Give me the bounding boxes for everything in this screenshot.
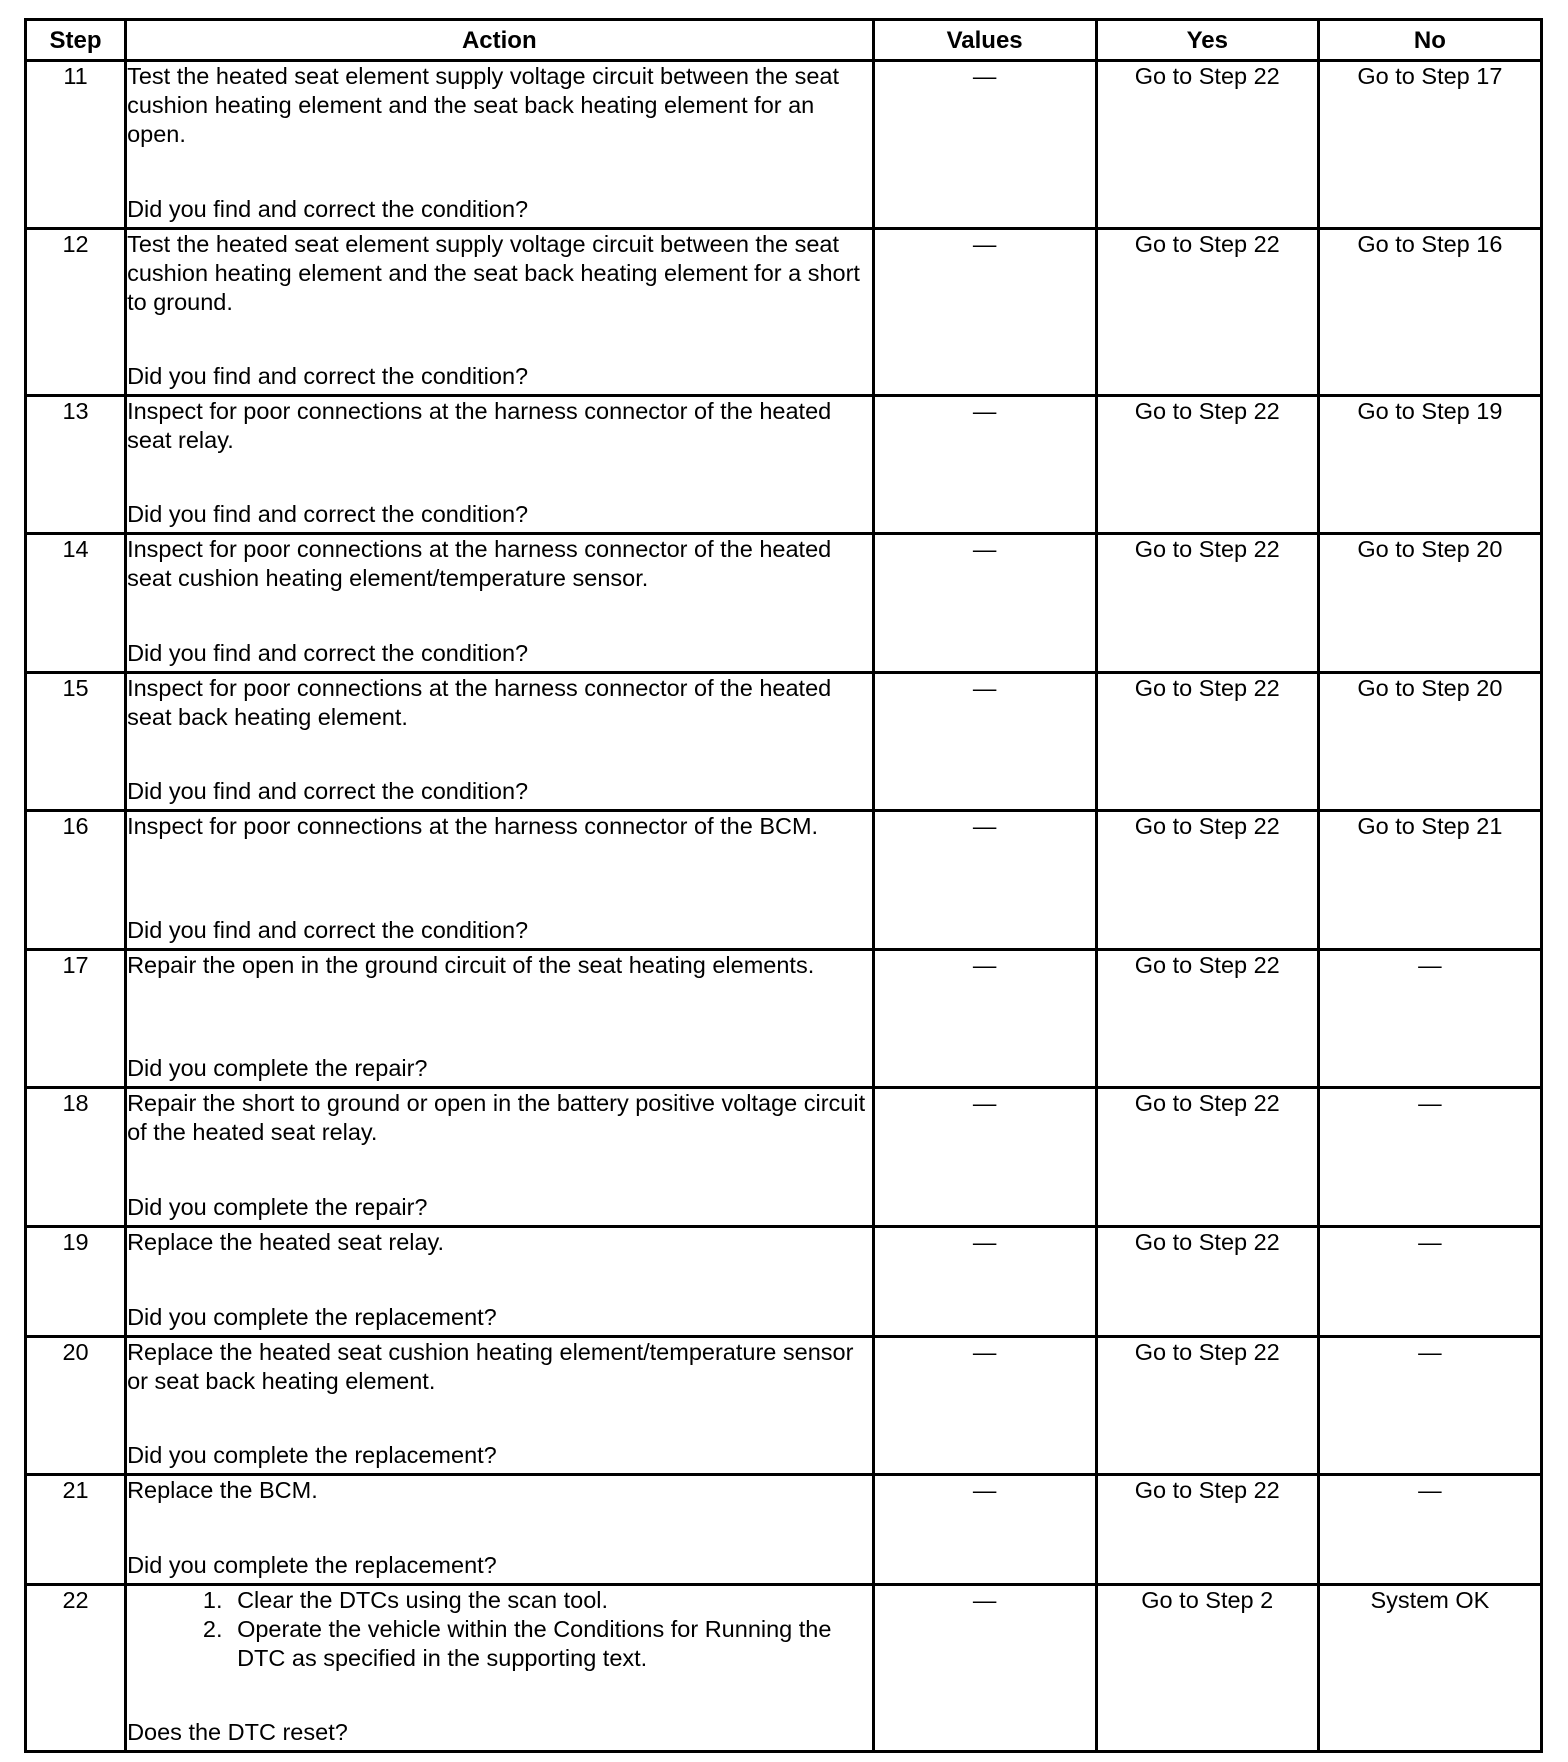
action-question: Did you complete the repair? bbox=[127, 1055, 428, 1081]
action-text: Replace the heated seat relay. bbox=[127, 1229, 445, 1255]
action-question: Did you complete the repair? bbox=[127, 1194, 428, 1220]
action-text: Inspect for poor connections at the harness connector of the heated seat relay. bbox=[127, 398, 832, 453]
step-number: 13 bbox=[26, 396, 126, 534]
action-question: Did you find and correct the condition? bbox=[127, 917, 529, 943]
action-cell bbox=[126, 1088, 873, 1227]
table-row bbox=[26, 1337, 1542, 1475]
values-cell: — bbox=[873, 811, 1096, 950]
table-row bbox=[26, 61, 1542, 229]
table-row bbox=[26, 229, 1542, 396]
action-step-list bbox=[127, 1586, 871, 1673]
step-number: 15 bbox=[26, 673, 126, 811]
action-question: Did you find and correct the condition? bbox=[127, 363, 529, 389]
no-cell: Go to Step 20 bbox=[1318, 673, 1541, 811]
action-cell bbox=[126, 950, 873, 1088]
no-cell: System OK bbox=[1318, 1585, 1541, 1752]
step-number: 12 bbox=[26, 229, 126, 396]
yes-cell: Go to Step 22 bbox=[1096, 396, 1318, 534]
action-text: Inspect for poor connections at the harness connector of the BCM. bbox=[127, 813, 819, 839]
no-cell: — bbox=[1318, 950, 1541, 1088]
yes-cell: Go to Step 22 bbox=[1096, 1475, 1318, 1585]
values-cell: — bbox=[873, 1475, 1096, 1585]
action-cell bbox=[126, 61, 873, 229]
action-cell bbox=[126, 1227, 873, 1337]
yes-cell: Go to Step 22 bbox=[1096, 1227, 1318, 1337]
action-text: Test the heated seat element supply voltage circuit between the seat cushion heating element and the seat back heating element for a short to ground. bbox=[127, 231, 860, 315]
values-cell: — bbox=[873, 673, 1096, 811]
step-number: 17 bbox=[26, 950, 126, 1088]
header-action: Action bbox=[126, 20, 873, 61]
table-row bbox=[26, 1088, 1542, 1227]
no-cell: — bbox=[1318, 1227, 1541, 1337]
action-question: Did you complete the replacement? bbox=[127, 1552, 497, 1578]
action-text: Inspect for poor connections at the harness connector of the heated seat cushion heating element/temperature sensor. bbox=[127, 536, 832, 591]
yes-cell: Go to Step 22 bbox=[1096, 61, 1318, 229]
step-number: 19 bbox=[26, 1227, 126, 1337]
action-cell bbox=[126, 811, 873, 950]
yes-cell: Go to Step 2 bbox=[1096, 1585, 1318, 1752]
table-row bbox=[26, 950, 1542, 1088]
table-row bbox=[26, 1475, 1542, 1585]
table-row bbox=[26, 396, 1542, 534]
values-cell: — bbox=[873, 1227, 1096, 1337]
yes-cell: Go to Step 22 bbox=[1096, 673, 1318, 811]
action-text: Repair the short to ground or open in the battery positive voltage circuit of the heated seat relay. bbox=[127, 1090, 866, 1145]
no-cell: — bbox=[1318, 1475, 1541, 1585]
action-step-item: 1. Clear the DTCs using the scan tool. bbox=[229, 1586, 871, 1615]
action-step-item: 2. Operate the vehicle within the Conditions for Running the DTC as specified in the supporting text. bbox=[229, 1615, 871, 1673]
action-text: Replace the BCM. bbox=[127, 1477, 318, 1503]
yes-cell: Go to Step 22 bbox=[1096, 229, 1318, 396]
step-number: 21 bbox=[26, 1475, 126, 1585]
step-number: 14 bbox=[26, 534, 126, 673]
no-cell: Go to Step 20 bbox=[1318, 534, 1541, 673]
action-cell bbox=[126, 1475, 873, 1585]
header-values: Values bbox=[873, 20, 1096, 61]
values-cell: — bbox=[873, 229, 1096, 396]
action-question: Did you complete the replacement? bbox=[127, 1442, 497, 1468]
no-cell: — bbox=[1318, 1088, 1541, 1227]
action-question: Did you find and correct the condition? bbox=[127, 196, 529, 222]
values-cell: — bbox=[873, 1337, 1096, 1475]
table-row bbox=[26, 673, 1542, 811]
no-cell: Go to Step 16 bbox=[1318, 229, 1541, 396]
step-number: 16 bbox=[26, 811, 126, 950]
no-cell: Go to Step 19 bbox=[1318, 396, 1541, 534]
diagnostic-table bbox=[24, 18, 1543, 1753]
action-cell bbox=[126, 396, 873, 534]
values-cell: — bbox=[873, 396, 1096, 534]
values-cell: — bbox=[873, 534, 1096, 673]
action-text: Test the heated seat element supply voltage circuit between the seat cushion heating element and the seat back heating element for an open. bbox=[127, 63, 840, 147]
action-cell bbox=[126, 534, 873, 673]
no-cell: Go to Step 17 bbox=[1318, 61, 1541, 229]
action-question: Did you complete the replacement? bbox=[127, 1304, 497, 1330]
header-yes: Yes bbox=[1096, 20, 1318, 61]
action-question: Did you find and correct the condition? bbox=[127, 501, 529, 527]
values-cell: — bbox=[873, 61, 1096, 229]
action-cell bbox=[126, 673, 873, 811]
yes-cell: Go to Step 22 bbox=[1096, 1088, 1318, 1227]
table-row bbox=[26, 811, 1542, 950]
action-text: Inspect for poor connections at the harness connector of the heated seat back heating element. bbox=[127, 675, 832, 730]
table-row bbox=[26, 1585, 1542, 1752]
yes-cell: Go to Step 22 bbox=[1096, 1337, 1318, 1475]
yes-cell: Go to Step 22 bbox=[1096, 811, 1318, 950]
table-row bbox=[26, 1227, 1542, 1337]
action-cell bbox=[126, 229, 873, 396]
values-cell: — bbox=[873, 950, 1096, 1088]
header-row bbox=[26, 20, 1542, 61]
action-question: Did you find and correct the condition? bbox=[127, 778, 529, 804]
action-text: Replace the heated seat cushion heating element/temperature sensor or seat back heating element. bbox=[127, 1339, 854, 1394]
action-cell bbox=[126, 1337, 873, 1475]
step-number: 20 bbox=[26, 1337, 126, 1475]
action-text: Repair the open in the ground circuit of the seat heating elements. bbox=[127, 952, 815, 978]
action-cell bbox=[126, 1585, 873, 1752]
step-number: 11 bbox=[26, 61, 126, 229]
action-question: Did you find and correct the condition? bbox=[127, 640, 529, 666]
step-number: 18 bbox=[26, 1088, 126, 1227]
values-cell: — bbox=[873, 1585, 1096, 1752]
no-cell: — bbox=[1318, 1337, 1541, 1475]
action-question: Does the DTC reset? bbox=[127, 1719, 348, 1745]
no-cell: Go to Step 21 bbox=[1318, 811, 1541, 950]
header-no: No bbox=[1318, 20, 1541, 61]
step-number: 22 bbox=[26, 1585, 126, 1752]
yes-cell: Go to Step 22 bbox=[1096, 534, 1318, 673]
values-cell: — bbox=[873, 1088, 1096, 1227]
header-step: Step bbox=[26, 20, 126, 61]
yes-cell: Go to Step 22 bbox=[1096, 950, 1318, 1088]
table-row bbox=[26, 534, 1542, 673]
